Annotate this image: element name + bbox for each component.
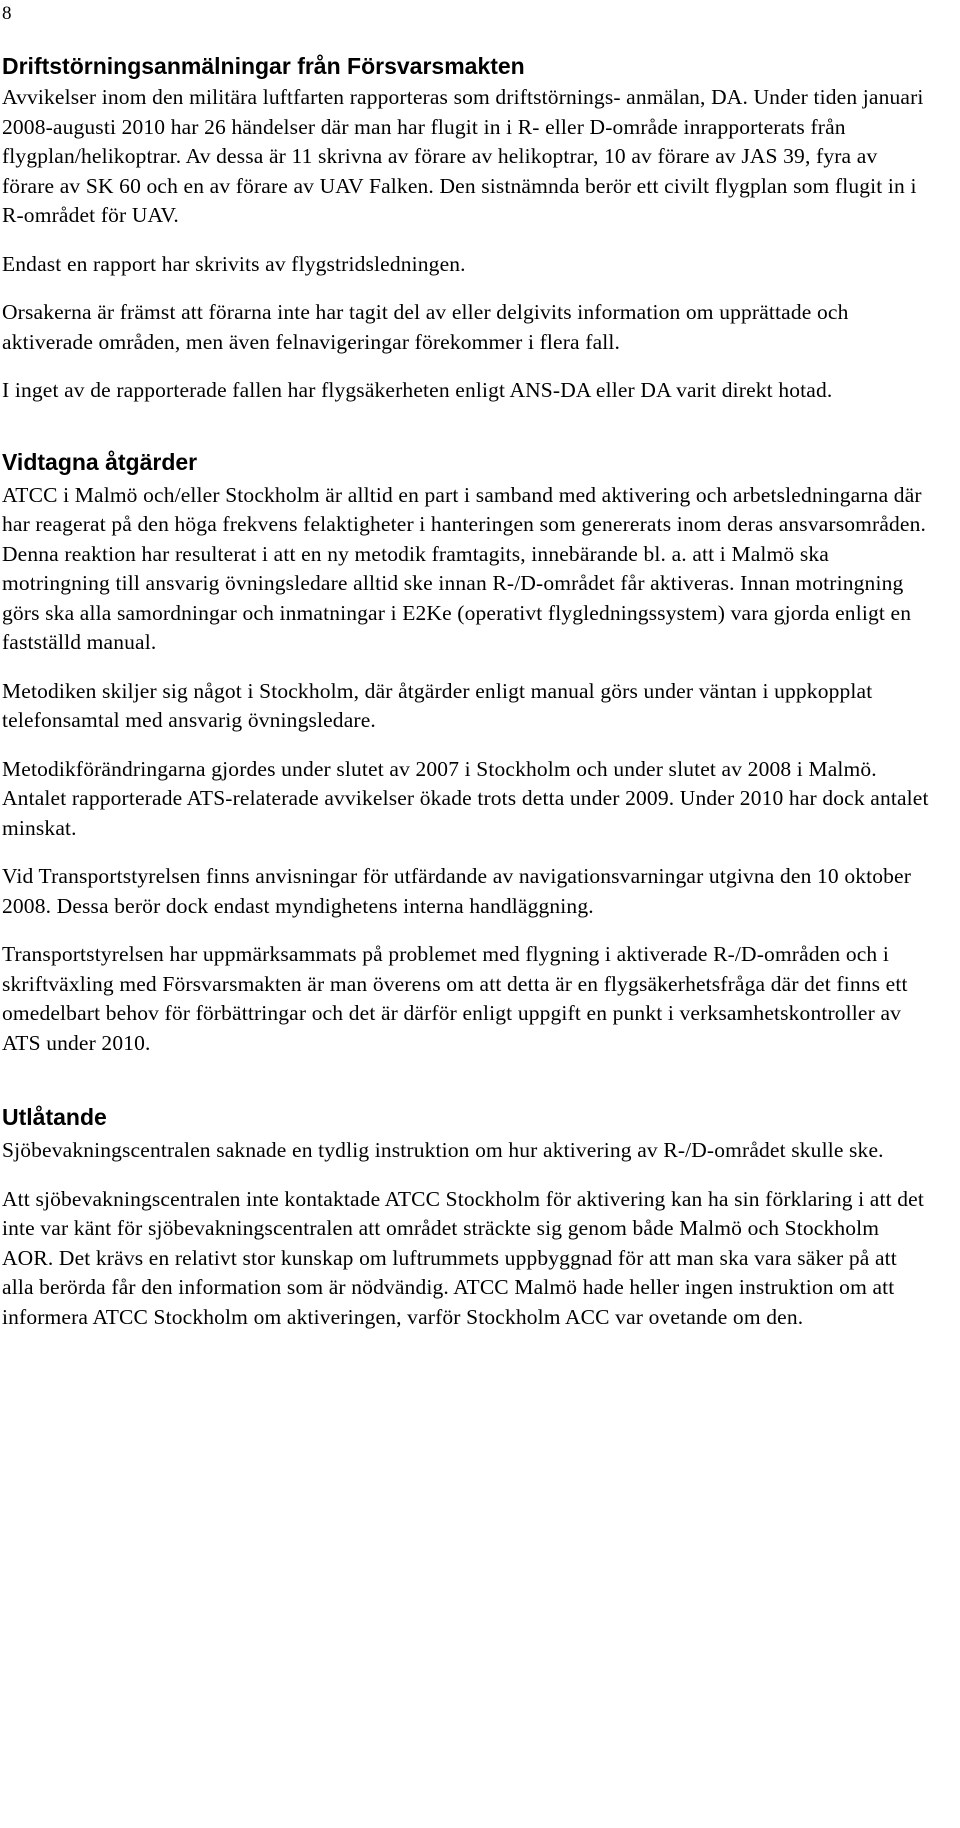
page-number: 8 xyxy=(2,3,12,24)
section-heading: Utlåtande xyxy=(2,1104,107,1130)
paragraph: Metodikförändringarna gjordes under slutet av 2007 i Stockholm och under slutet av 2008 i Malmö. Antalet rapporterade ATS-relaterade avvikelser ökade trots detta under 2009. Under 2010 har dock antalet minskat. xyxy=(2,756,929,840)
paragraph: Sjöbevakningscentralen saknade en tydlig instruktion om hur aktivering av R-/D-området skulle ske. xyxy=(2,1138,884,1162)
paragraph: Orsakerna är främst att förarna inte har tagit del av eller delgivits information om upprättade och aktiverade områden, men även felnavigeringar förekommer i flera fall. xyxy=(2,300,849,354)
section-heading: Driftstörningsanmälningar från Försvarsmakten xyxy=(2,53,525,79)
section-vidtagna-atgarder xyxy=(2,447,930,1059)
paragraph: Transportstyrelsen har uppmärksammats på problemet med flygning i aktiverade R-/D-områden och i skriftväxling med Försvarsmakten är man överens om att detta är en flygsäkerhetsfråga där det finns ett omedelbart behov för förbättringar och det är därför enligt uppgift en punkt i verksamhetskontroller av ATS under 2010. xyxy=(2,942,908,1055)
section-driftstorningsanmalningar xyxy=(2,51,930,406)
paragraph: Vid Transportstyrelsen finns anvisningar för utfärdande av navigationsvarningar utgivna den 10 oktober 2008. Dessa berör dock endast myndighetens interna handläggning. xyxy=(2,864,912,918)
section-heading: Vidtagna åtgärder xyxy=(2,448,198,475)
section-utlatande xyxy=(2,1102,930,1332)
paragraph: ATCC i Malmö och/eller Stockholm är alltid en part i samband med aktivering och arbetsledningarna där har reagerat på den höga frekvens felaktigheter i hanteringen som genererats inom deras ansvarsområden. Denna reaktion har resulterat i att en ny metodik framtagits, innebärande bl. a. att i Malmö ska motringning till ansvarig övningsledare alltid ske innan R-/D-området får aktiveras. Innan motringning görs ska alla samordningar och inmatningar i E2Ke (operativt flygledningssystem) vara gjorda enligt en fastställd manual. xyxy=(2,482,927,654)
paragraph: Att sjöbevakningscentralen inte kontaktade ATCC Stockholm för aktivering kan ha sin förklaring i att det inte var känt för sjöbevakningscentralen att området sträckte sig genom både Malmö och Stockholm AOR. Det krävs en relativt stor kunskap om luftrummets uppbyggnad för att man ska vara säker på att alla berörda får den information som är nödvändig. ATCC Malmö hade heller ingen instruktion om att informera ATCC Stockholm om aktiveringen, varför Stockholm ACC var ovetande om den. xyxy=(2,1186,924,1329)
paragraph: Metodiken skiljer sig något i Stockholm, där åtgärder enligt manual görs under väntan i uppkopplat telefonsamtal med ansvarig övningsledare. xyxy=(2,678,873,732)
paragraph: Endast en rapport har skrivits av flygstridsledningen. xyxy=(2,251,466,276)
paragraph: Avvikelser inom den militära luftfarten rapporteras som driftstörnings- anmälan, DA. Under tiden januari 2008-augusti 2010 har 26 händelser där man har flugit in i R- eller D-område inrapporterats från flygplan/helikoptrar. Av dessa är 11 skrivna av förare av helikoptrar, 10 av förare av JAS 39, fyra av förare av SK 60 och en av förare av UAV Falken. Den sistnämnda berör ett civilt flygplan som flugit in i R-området för UAV. xyxy=(2,85,924,227)
paragraph: I inget av de rapporterade fallen har flygsäkerheten enligt ANS-DA eller DA varit direkt hotad. xyxy=(2,378,833,402)
